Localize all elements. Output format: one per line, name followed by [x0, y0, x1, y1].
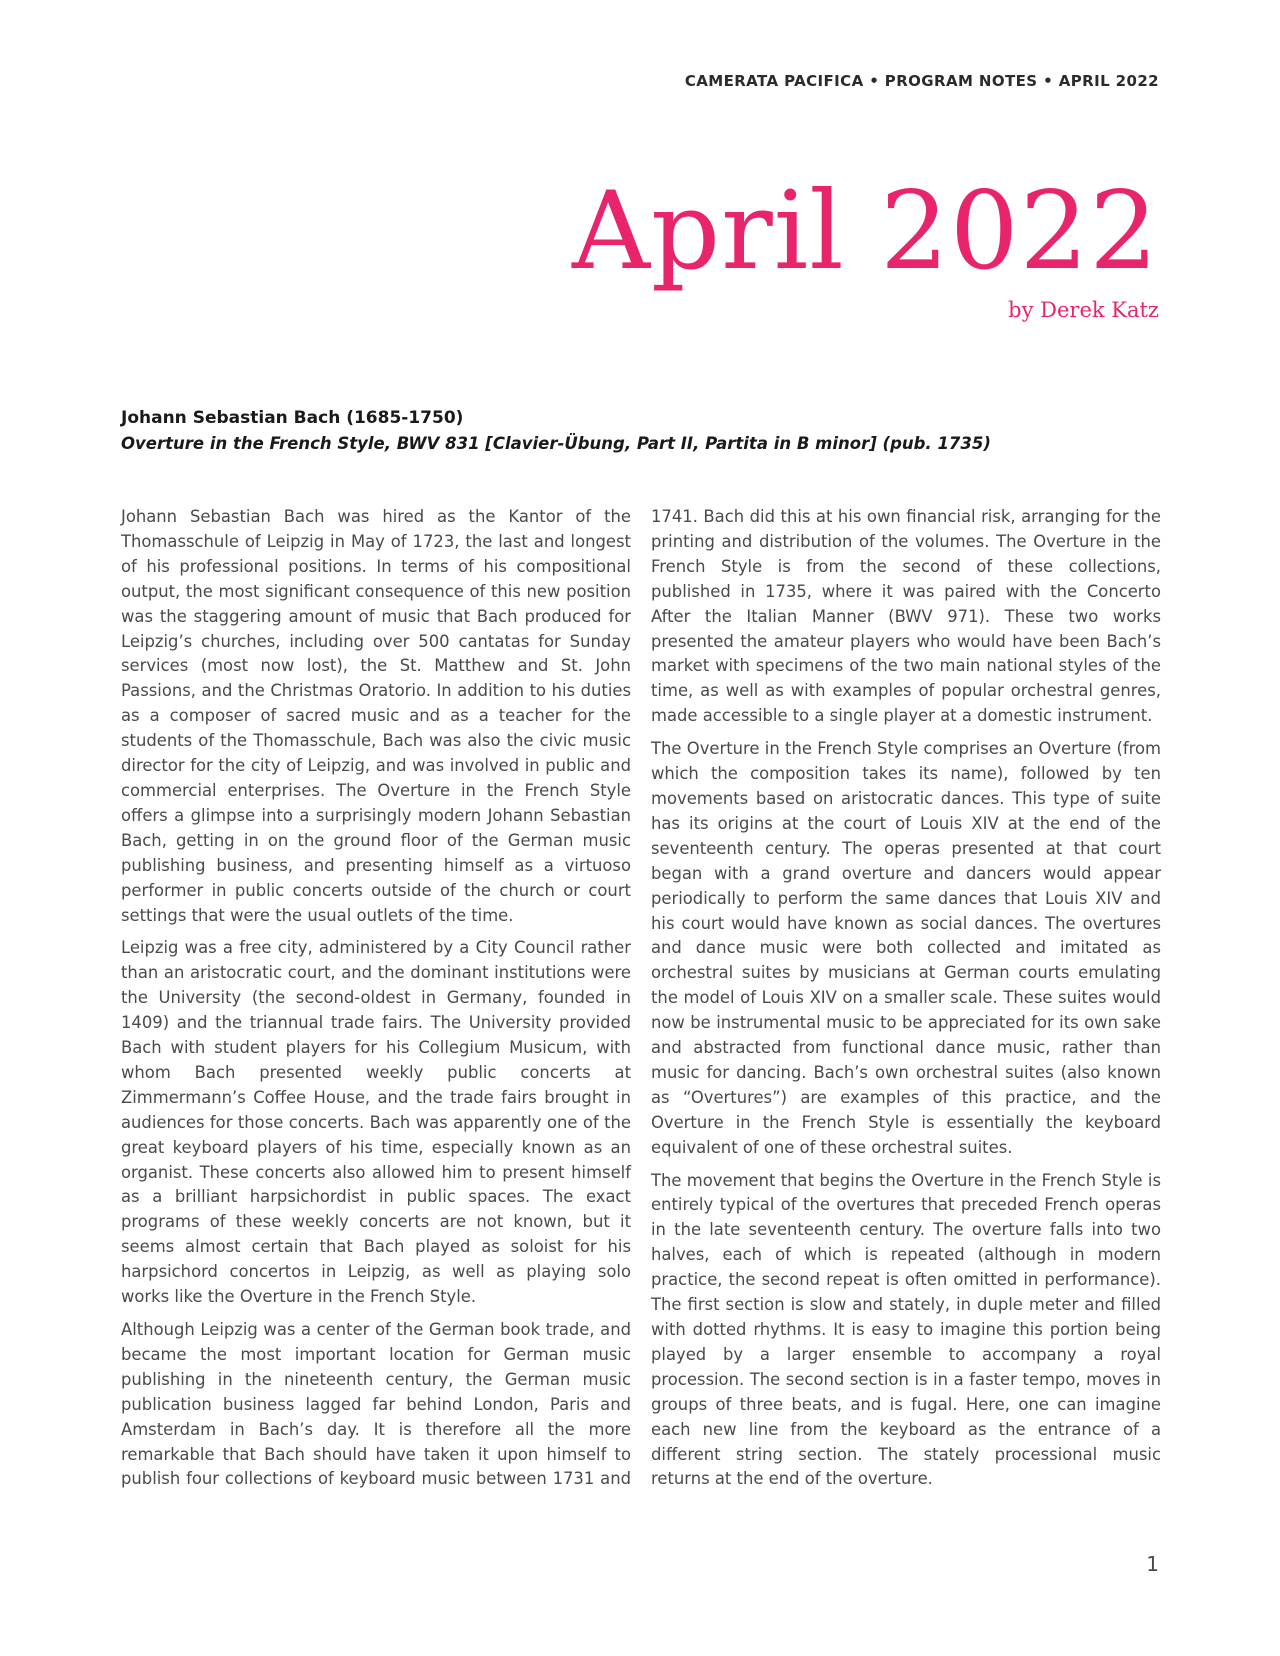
composer-heading: Johann Sebastian Bach (1685-1750)	[121, 408, 464, 428]
piece-heading	[121, 405, 1161, 457]
body-paragraph: Leipzig was a free city, administered by a City Council rather than an aristocratic court, and the dominant institutions were the University (the second-oldest in Germany, founded in 1409) and the triannual trade fairs. The University provided Bach with student players for his Collegium Musicum, with whom Bach presented weekly public concerts at Zimmermann’s Coffee House, and the trade fairs brought in audiences for those concerts. Bach was apparently one of the great keyboard players of his time, especially known as an organist. These concerts also allowed him to present himself as a brilliant harpsichordist in public spaces. The exact programs of these weekly concerts are not known, but it seems almost certain that Bach played as soloist for his harpsichord concertos in Leipzig, as well as playing solo works like the Overture in the French Style.	[121, 938, 631, 1307]
body-text-columns	[121, 505, 1161, 1515]
body-paragraph: The movement that begins the Overture in the French Style is entirely typical of the overtures that preceded French operas in the late seventeenth century. The overture falls into two halves, each of which is repeated (although in modern practice, the second repeat is often omitted in performance). The first section is slow and stately, in duple meter and filled with dotted rhythms. It is easy to imagine this portion being played by a larger ensemble to accompany a royal procession. The second section is in a faster tempo, moves in groups of three beats, and is fugal. Here, one can imagine each new line from the keyboard as the entrance of a different string section. The stately processional music returns at the end of the overture.	[651, 1170, 1161, 1489]
body-paragraph: Johann Sebastian Bach was hired as the Kantor of the Thomasschule of Leipzig in May of 1723, the last and longest of his professional positions. In terms of his compositional output, the most significant consequence of this new position was the staggering amount of music that Bach produced for Leipzig’s churches, including over 500 cantatas for Sunday services (most now lost), the St. Matthew and St. John Passions, and the Christmas Oratorio. In addition to his duties as a composer of sacred music and as a teacher for the students of the Thomasschule, Bach was also the civic music director for the city of Leipzig, and was involved in public and commercial enterprises. The Overture in the French Style offers a glimpse into a surprisingly modern Johann Sebastian Bach, getting in on the ground floor of the German music publishing business, and presenting himself as a virtuoso performer in public concerts outside of the church or court settings that were the usual outlets of the time.	[121, 507, 631, 925]
author-byline: by Derek Katz	[1008, 298, 1159, 322]
title-block	[571, 169, 1159, 322]
page-number: 1	[1146, 1552, 1159, 1576]
page-title: April 2022	[571, 169, 1159, 294]
running-header: CAMERATA PACIFICA • PROGRAM NOTES • APRIL 2022	[684, 72, 1159, 90]
body-paragraph: Although Leipzig was a center of the German book trade, and became the most important location for German music publishing in the nineteenth century, the German music publication business lagged far behind London, Paris and Amsterdam in Bach’s day. It is therefore all the more remarkable that Bach should have taken it upon himself to publish four collections of keyboard music between 1731 and 1741. Bach did this at his own financial risk, arranging for the printing and distribution of the volumes. The Overture in the French Style is from the second of these collections, published in 1735, where it was paired with the Concerto After the Italian Manner (BWV 971). These two works presented the amateur players who would have been Bach’s market with specimens of the two main national styles of the time, as well as with examples of popular orchestral genres, made accessible to a single player at a domestic instrument.	[121, 507, 1161, 1489]
work-title: Overture in the French Style, BWV 831 [Clavier-Übung, Part II, Partita in B minor] (pub. 1735)	[121, 434, 991, 453]
body-paragraph: The Overture in the French Style comprises an Overture (from which the composition takes its name), followed by ten movements based on aristocratic dances. This type of suite has its origins at the court of Louis XIV at the end of the seventeenth century. The operas presented at that court began with a grand overture and dancers would appear periodically to perform the same dances that Louis XIV and his court would have known as social dances. The overtures and dance music were both collected and imitated as orchestral suites by musicians at German courts emulating the model of Louis XIV on a smaller scale. These suites would now be instrumental music to be appreciated for its own sake and abstracted from functional dance music, rather than music for dancing. Bach’s own orchestral suites (also known as “Overtures”) are examples of this practice, and the Overture in the French Style is essentially the keyboard equivalent of one of these orchestral suites.	[651, 739, 1161, 1157]
